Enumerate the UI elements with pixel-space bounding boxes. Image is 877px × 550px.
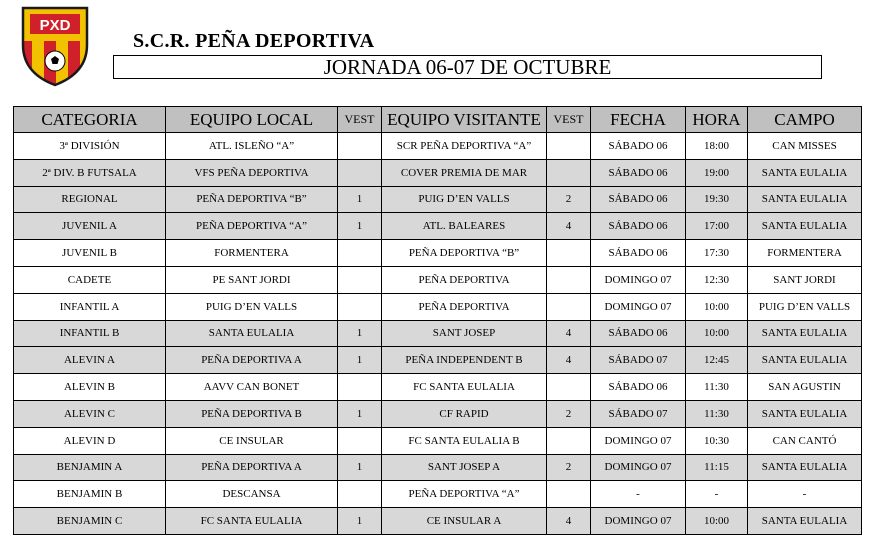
categoria-cell: BENJAMIN B <box>14 481 166 508</box>
campo-cell: CAN MISSES <box>748 133 862 160</box>
equipo-local-cell: PEÑA DEPORTIVA “B” <box>166 186 338 213</box>
equipo-local-cell: PEÑA DEPORTIVA A <box>166 454 338 481</box>
fecha-cell: SÁBADO 07 <box>591 347 686 374</box>
logo-text: PXD <box>39 17 71 34</box>
campo-cell: SANT JORDI <box>748 266 862 293</box>
hora-cell: 12:30 <box>686 266 748 293</box>
vest-local-cell <box>338 481 382 508</box>
fecha-cell: SÁBADO 06 <box>591 213 686 240</box>
categoria-cell: CADETE <box>14 266 166 293</box>
equipo-visitante-cell: FC SANTA EULALIA B <box>382 427 547 454</box>
table-row <box>14 400 862 427</box>
fecha-cell: SÁBADO 06 <box>591 133 686 160</box>
campo-cell: SANTA EULALIA <box>748 454 862 481</box>
vest-local-cell: 1 <box>338 400 382 427</box>
equipo-local-cell: ATL. ISLEÑO “A” <box>166 133 338 160</box>
hora-cell: 17:30 <box>686 240 748 267</box>
vest-visitante-cell: 2 <box>547 400 591 427</box>
table-header-row <box>14 107 862 133</box>
vest-visitante-cell <box>547 293 591 320</box>
table-row <box>14 133 862 160</box>
hora-cell: 10:30 <box>686 427 748 454</box>
campo-cell: FORMENTERA <box>748 240 862 267</box>
vest-visitante-cell <box>547 159 591 186</box>
vest-visitante-cell: 4 <box>547 347 591 374</box>
vest-visitante-cell <box>547 481 591 508</box>
fixtures-table <box>13 106 862 535</box>
equipo-visitante-cell: FC SANTA EULALIA <box>382 374 547 401</box>
campo-cell: SANTA EULALIA <box>748 320 862 347</box>
equipo-local-cell: SANTA EULALIA <box>166 320 338 347</box>
equipo-visitante-cell: PEÑA INDEPENDENT B <box>382 347 547 374</box>
column-header-fecha: FECHA <box>591 107 686 133</box>
fecha-cell: SÁBADO 06 <box>591 186 686 213</box>
vest-local-cell <box>338 266 382 293</box>
vest-visitante-cell <box>547 266 591 293</box>
table-row <box>14 374 862 401</box>
vest-local-cell <box>338 159 382 186</box>
vest-local-cell: 1 <box>338 320 382 347</box>
equipo-visitante-cell: CE INSULAR A <box>382 508 547 535</box>
fecha-cell: DOMINGO 07 <box>591 427 686 454</box>
hora-cell: 11:15 <box>686 454 748 481</box>
table-row <box>14 240 862 267</box>
column-header-equipo-visitante: EQUIPO VISITANTE <box>382 107 547 133</box>
categoria-cell: BENJAMIN A <box>14 454 166 481</box>
campo-cell: SANTA EULALIA <box>748 508 862 535</box>
table-row <box>14 213 862 240</box>
equipo-visitante-cell: SANT JOSEP <box>382 320 547 347</box>
categoria-cell: ALEVIN A <box>14 347 166 374</box>
hora-cell: 17:00 <box>686 213 748 240</box>
categoria-cell: INFANTIL A <box>14 293 166 320</box>
fixtures-body <box>14 133 862 535</box>
vest-visitante-cell <box>547 240 591 267</box>
equipo-visitante-cell: PUIG D’EN VALLS <box>382 186 547 213</box>
categoria-cell: JUVENIL B <box>14 240 166 267</box>
club-title: S.C.R. PEÑA DEPORTIVA <box>133 30 375 52</box>
vest-local-cell <box>338 293 382 320</box>
campo-cell: SANTA EULALIA <box>748 186 862 213</box>
hora-cell: 12:45 <box>686 347 748 374</box>
table-row <box>14 454 862 481</box>
vest-local-cell: 1 <box>338 213 382 240</box>
equipo-local-cell: PE SANT JORDI <box>166 266 338 293</box>
hora-cell: 19:00 <box>686 159 748 186</box>
table-row <box>14 427 862 454</box>
categoria-cell: INFANTIL B <box>14 320 166 347</box>
hora-cell: 11:30 <box>686 374 748 401</box>
hora-cell: 10:00 <box>686 293 748 320</box>
equipo-visitante-cell: ATL. BALEARES <box>382 213 547 240</box>
table-row <box>14 159 862 186</box>
column-header-vest-visitante: VEST <box>547 107 591 133</box>
campo-cell: SANTA EULALIA <box>748 159 862 186</box>
equipo-visitante-cell: COVER PREMIA DE MAR <box>382 159 547 186</box>
club-crest-logo <box>20 5 90 87</box>
vest-local-cell <box>338 240 382 267</box>
table-row <box>14 347 862 374</box>
equipo-visitante-cell: CF RAPID <box>382 400 547 427</box>
campo-cell: SANTA EULALIA <box>748 213 862 240</box>
fecha-cell: SÁBADO 06 <box>591 240 686 267</box>
hora-cell: 11:30 <box>686 400 748 427</box>
equipo-local-cell: CE INSULAR <box>166 427 338 454</box>
categoria-cell: JUVENIL A <box>14 213 166 240</box>
vest-visitante-cell: 2 <box>547 454 591 481</box>
vest-local-cell: 1 <box>338 508 382 535</box>
vest-local-cell: 1 <box>338 454 382 481</box>
equipo-local-cell: PUIG D’EN VALLS <box>166 293 338 320</box>
equipo-local-cell: PEÑA DEPORTIVA A <box>166 347 338 374</box>
vest-visitante-cell: 2 <box>547 186 591 213</box>
categoria-cell: ALEVIN B <box>14 374 166 401</box>
equipo-local-cell: FC SANTA EULALIA <box>166 508 338 535</box>
table-row <box>14 481 862 508</box>
campo-cell: CAN CANTÓ <box>748 427 862 454</box>
fecha-cell: - <box>591 481 686 508</box>
hora-cell: - <box>686 481 748 508</box>
vest-visitante-cell <box>547 374 591 401</box>
equipo-local-cell: FORMENTERA <box>166 240 338 267</box>
fecha-cell: SÁBADO 06 <box>591 374 686 401</box>
vest-visitante-cell <box>547 427 591 454</box>
campo-cell: SANTA EULALIA <box>748 347 862 374</box>
table-row <box>14 508 862 535</box>
column-header-categoria: CATEGORIA <box>14 107 166 133</box>
equipo-local-cell: VFS PEÑA DEPORTIVA <box>166 159 338 186</box>
vest-local-cell <box>338 133 382 160</box>
equipo-visitante-cell: PEÑA DEPORTIVA <box>382 266 547 293</box>
vest-visitante-cell: 4 <box>547 320 591 347</box>
equipo-local-cell: PEÑA DEPORTIVA “A” <box>166 213 338 240</box>
fecha-cell: DOMINGO 07 <box>591 454 686 481</box>
hora-cell: 18:00 <box>686 133 748 160</box>
column-header-vest-local: VEST <box>338 107 382 133</box>
vest-local-cell: 1 <box>338 186 382 213</box>
column-header-equipo-local: EQUIPO LOCAL <box>166 107 338 133</box>
fecha-cell: SÁBADO 06 <box>591 159 686 186</box>
vest-local-cell <box>338 427 382 454</box>
campo-cell: SAN AGUSTIN <box>748 374 862 401</box>
table-row <box>14 266 862 293</box>
campo-cell: PUIG D’EN VALLS <box>748 293 862 320</box>
column-header-campo: CAMPO <box>748 107 862 133</box>
vest-visitante-cell: 4 <box>547 213 591 240</box>
fecha-cell: DOMINGO 07 <box>591 508 686 535</box>
vest-local-cell: 1 <box>338 347 382 374</box>
jornada-title: JORNADA 06-07 DE OCTUBRE <box>113 55 822 79</box>
equipo-visitante-cell: SANT JOSEP A <box>382 454 547 481</box>
categoria-cell: ALEVIN C <box>14 400 166 427</box>
fecha-cell: SÁBADO 07 <box>591 400 686 427</box>
equipo-visitante-cell: PEÑA DEPORTIVA “B” <box>382 240 547 267</box>
categoria-cell: BENJAMIN C <box>14 508 166 535</box>
campo-cell: SANTA EULALIA <box>748 400 862 427</box>
categoria-cell: REGIONAL <box>14 186 166 213</box>
equipo-visitante-cell: PEÑA DEPORTIVA <box>382 293 547 320</box>
hora-cell: 10:00 <box>686 508 748 535</box>
equipo-local-cell: AAVV CAN BONET <box>166 374 338 401</box>
column-header-hora: HORA <box>686 107 748 133</box>
hora-cell: 10:00 <box>686 320 748 347</box>
vest-visitante-cell: 4 <box>547 508 591 535</box>
fecha-cell: DOMINGO 07 <box>591 293 686 320</box>
fecha-cell: DOMINGO 07 <box>591 266 686 293</box>
table-row <box>14 320 862 347</box>
equipo-visitante-cell: SCR PEÑA DEPORTIVA “A” <box>382 133 547 160</box>
vest-visitante-cell <box>547 133 591 160</box>
equipo-local-cell: DESCANSA <box>166 481 338 508</box>
table-row <box>14 186 862 213</box>
categoria-cell: ALEVIN D <box>14 427 166 454</box>
vest-local-cell <box>338 374 382 401</box>
campo-cell: - <box>748 481 862 508</box>
hora-cell: 19:30 <box>686 186 748 213</box>
table-row <box>14 293 862 320</box>
equipo-visitante-cell: PEÑA DEPORTIVA “A” <box>382 481 547 508</box>
soccer-ball-icon <box>45 51 65 71</box>
equipo-local-cell: PEÑA DEPORTIVA B <box>166 400 338 427</box>
categoria-cell: 2ª DIV. B FUTSALA <box>14 159 166 186</box>
categoria-cell: 3ª DIVISIÓN <box>14 133 166 160</box>
fecha-cell: SÁBADO 06 <box>591 320 686 347</box>
